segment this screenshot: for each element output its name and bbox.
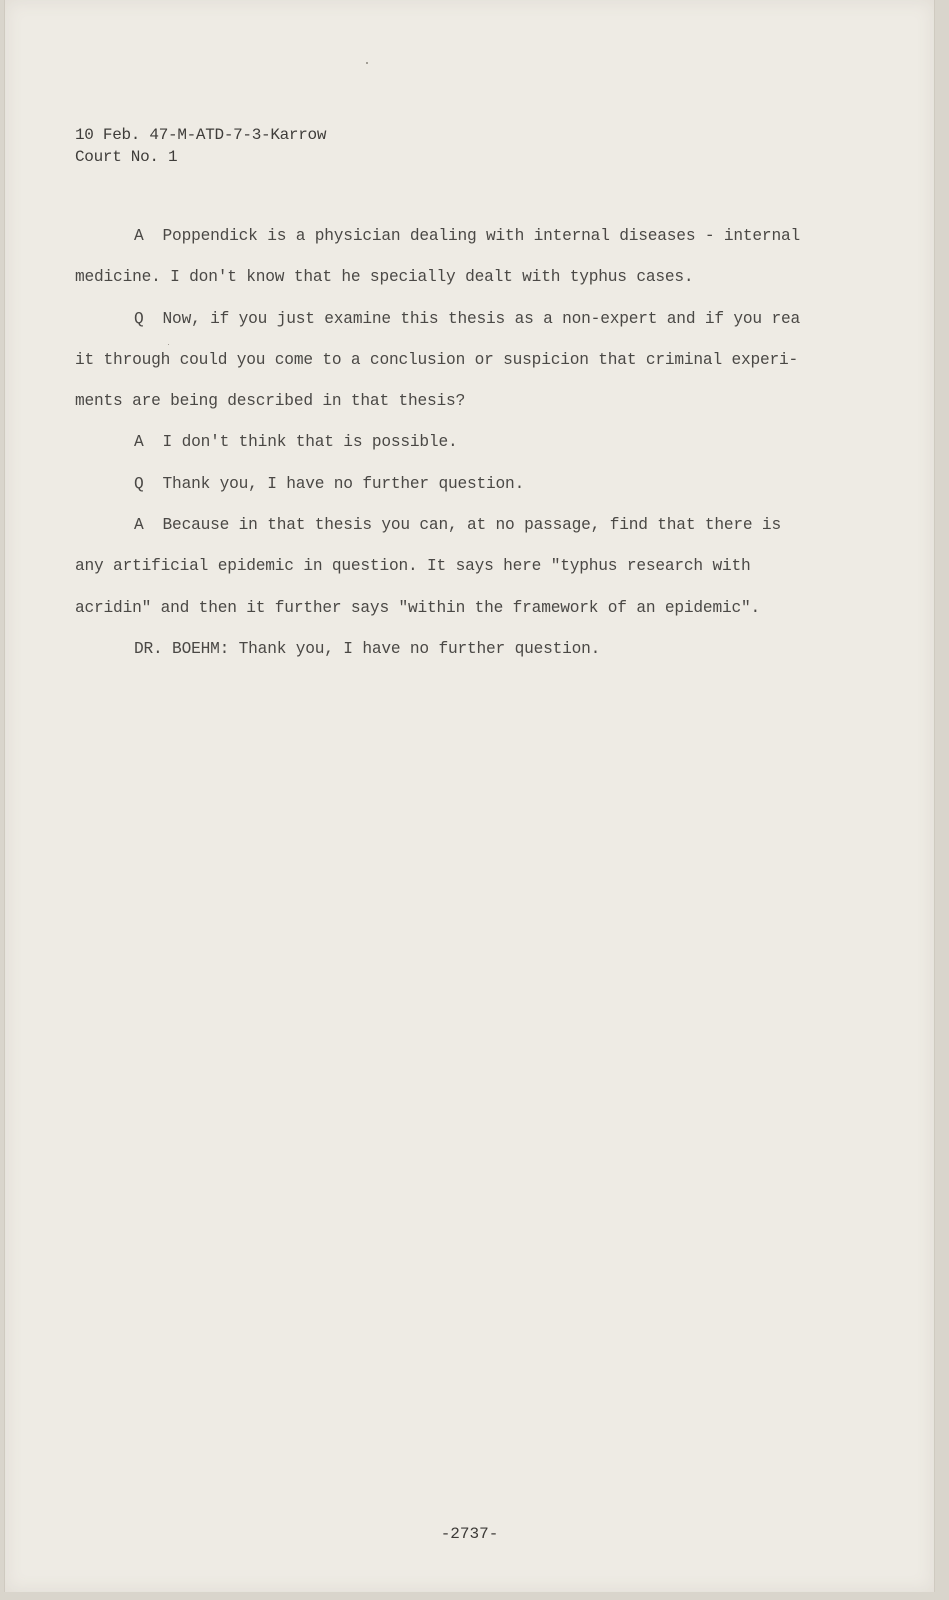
transcript-line: it through could you come to a conclusion or suspicion that criminal experi- (75, 350, 799, 369)
transcript-line: Q Thank you, I have no further question. (134, 474, 525, 493)
header-court: Court No. 1 (75, 148, 178, 166)
transcript-line: A I don't think that is possible. (134, 433, 458, 452)
transcript-line: acridin" and then it further says "within the framework of an epidemic". (75, 598, 761, 617)
page-number: -2737- (440, 1525, 499, 1543)
transcript-line: any artificial epidemic in question. It says here "typhus research with (75, 557, 751, 576)
transcript-line: DR. BOEHM: Thank you, I have no further question. (134, 639, 601, 658)
document-header (75, 124, 326, 168)
transcript-line: medicine. I don't know that he specially dealt with typhus cases. (75, 268, 694, 287)
transcript-line: A Poppendick is a physician dealing with internal diseases - internal (134, 227, 800, 245)
document-page (4, 0, 935, 1592)
transcript-body (75, 222, 845, 676)
transcript-line: ments are being described in that thesis? (75, 392, 466, 411)
header-reference: 10 Feb. 47-M-ATD-7-3-Karrow (75, 126, 327, 144)
transcript-line: A Because in that thesis you can, at no passage, find that there is (134, 516, 781, 535)
paper-speck (366, 62, 368, 64)
transcript-line: Q Now, if you just examine this thesis as a non-expert and if you rea (134, 309, 800, 328)
